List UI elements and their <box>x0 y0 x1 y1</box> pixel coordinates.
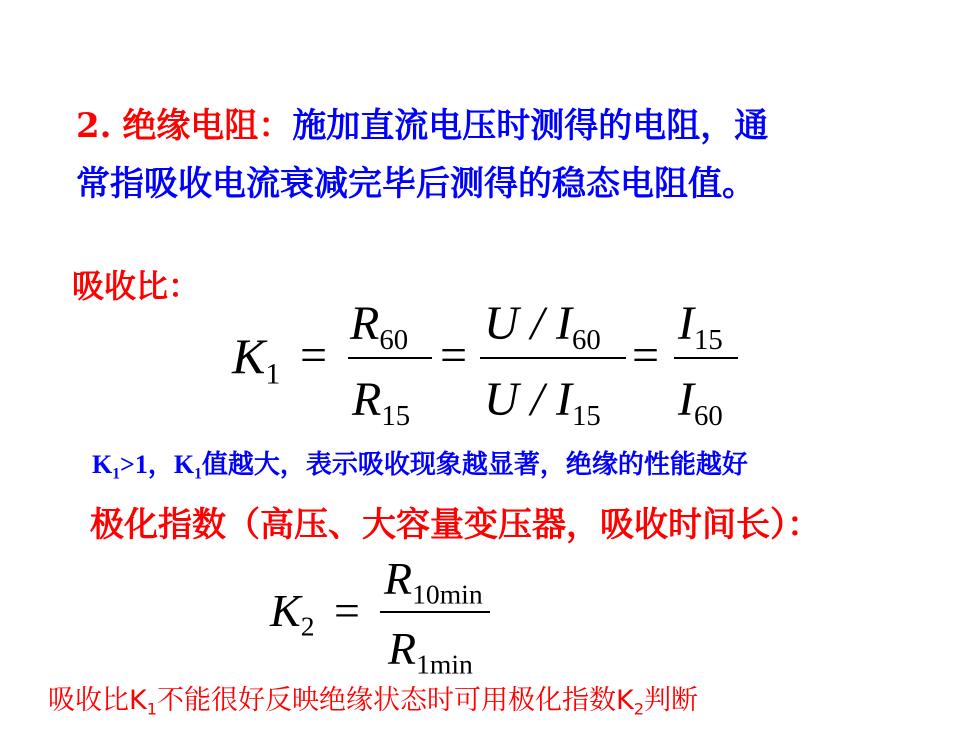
polarization-index-label: 极化指数（高压、大容量变压器，吸收时间长）： <box>90 505 821 545</box>
equals-sign-2: = <box>440 329 468 382</box>
r60-numerator: $R_{60}$ <box>350 297 409 357</box>
definition-line-2: 常指吸收电流衰减完毕后测得的稳态电阻值。 <box>76 164 756 204</box>
section-term: 绝缘电阻： <box>122 106 293 146</box>
u-over-i15-denominator: U / $I_{15}$ <box>484 373 601 433</box>
fraction-bar-3 <box>674 357 738 359</box>
fraction-bar-4 <box>380 611 490 613</box>
fraction-bar-2 <box>480 357 626 359</box>
i15-numerator: $I_{15}$ <box>678 297 723 357</box>
k1-symbol: $K_1$ <box>232 328 281 391</box>
definition-line-1: 施加直流电压时测得的电阻，通 <box>292 106 769 146</box>
absorption-ratio-label: 吸收比： <box>72 267 201 305</box>
k2-symbol: $K_2$ <box>270 585 315 642</box>
footer-note: 吸收比$K_1$不能很好反映绝缘状态时可用极化指数$K_2$判断 <box>48 685 699 719</box>
equals-sign-1: = <box>300 329 328 382</box>
heading-line-1 <box>76 104 768 148</box>
equals-sign-3: = <box>632 329 660 382</box>
fraction-bar-1 <box>348 357 432 359</box>
r1min-denominator: $R_{1min}$ <box>388 623 473 680</box>
r15-denominator: $R_{15}$ <box>352 373 411 433</box>
equals-sign-4: = <box>334 585 360 636</box>
r10min-numerator: $R_{10min}$ <box>384 553 483 610</box>
k1-note: $K_1>1$，$K_1$值越大，表示吸收现象越显著，绝缘的性能越好 <box>92 450 748 483</box>
i60-denominator: $I_{60}$ <box>678 373 723 433</box>
u-over-i60-numerator: U / $I_{60}$ <box>484 297 601 357</box>
section-number: 2. <box>76 106 112 146</box>
